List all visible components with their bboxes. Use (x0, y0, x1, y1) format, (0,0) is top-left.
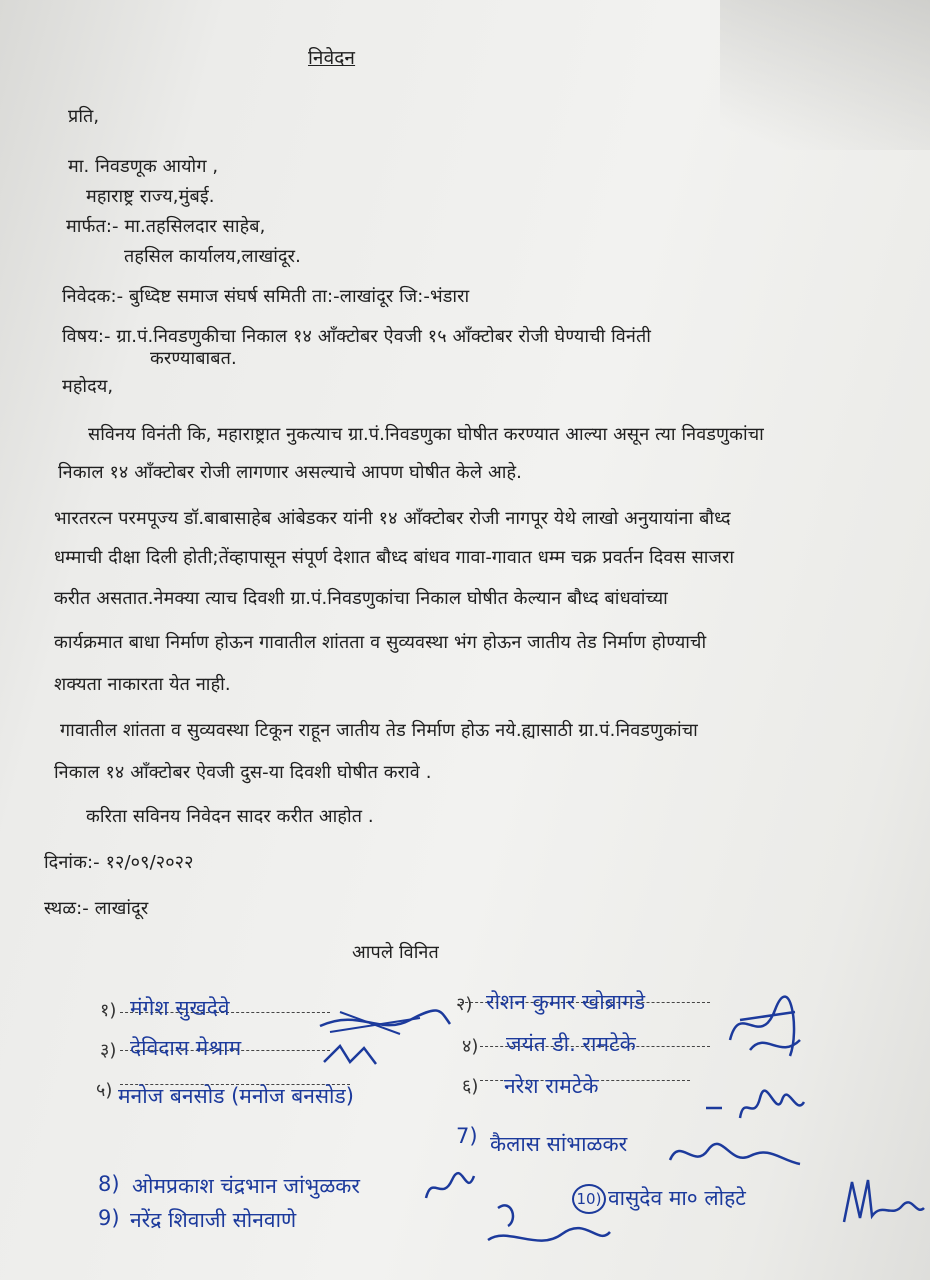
date-line: दिनांक:- १२/०९/२०२२ (44, 852, 194, 873)
signatory-1-name: मंगेश सुखदेवे (130, 996, 230, 1020)
signatory-8-number: 8) (98, 1172, 120, 1196)
subject-line-1: विषय:- ग्रा.पं.निवडणुकीचा निकाल १४ ऑंक्टोबर ऐवजी १५ ऑंक्टोबर रोजी घेण्याची विनंती (62, 326, 651, 347)
recipient-line-1: मा. निवडणूक आयोग , (68, 156, 219, 177)
paragraph-3-line-1: गावातील शांतता व सुव्यवस्था टिकून राहून जातीय तेड निर्माण होऊ नये.ह्यासाठी ग्रा.पं.निवडणुकांचा (60, 720, 698, 741)
signatory-2-name: रोशन कुमार खोब्रागडे (486, 990, 646, 1014)
signature-8 (420, 1168, 480, 1208)
signature-3 (320, 1040, 390, 1070)
paragraph-2-line-5: शक्यता नाकारता येत नाही. (54, 674, 231, 695)
petitioner-line: निवेदक:- बुध्दिष्ट समाज संघर्ष समिती ता:-लाखांदूर जि:-भंडारा (62, 286, 470, 307)
via-line-2: तहसिल कार्यालय,लाखांदूर. (124, 246, 301, 267)
signatory-9-number: 9) (98, 1206, 120, 1230)
signatory-10-number: 10) (572, 1184, 606, 1214)
signatory-3-name: देविदास मेश्राम (130, 1036, 242, 1060)
subject-line-2: करण्याबाबत. (150, 348, 237, 369)
signatory-5-number: ५) (96, 1080, 113, 1101)
paragraph-1-line-2: निकाल १४ ऑंक्टोबर रोजी लागणार असल्याचे आपण घोषीत केले आहे. (58, 462, 522, 483)
signatory-2-number: २) (456, 994, 473, 1015)
signatory-8-name: ओमप्रकाश चंद्रभान जांभुळकर (132, 1174, 360, 1198)
signatory-4-name: जयंत डी. रामटेके (506, 1032, 636, 1056)
signature-1 (300, 1000, 460, 1044)
paragraph-1-line-1: सविनय विनंती कि, महाराष्ट्रात नुकत्याच ग्रा.पं.निवडणुका घोषीत करण्यात आल्या असून त्या निवडणुकांचा (88, 424, 764, 445)
signatory-7-number: 7) (456, 1124, 478, 1148)
paragraph-2-line-3: करीत असतात.नेमक्या त्याच दिवशी ग्रा.पं.निवडणुकांचा निकाल घोषीत केल्यान बौध्द बांधवांच्या (54, 588, 668, 609)
signatory-6-number: ६) (462, 1076, 479, 1097)
signature-7 (660, 1130, 810, 1178)
recipient-intro: प्रति, (68, 106, 100, 127)
recipient-line-2: महाराष्ट्र राज्य,मुंबई. (86, 186, 215, 207)
signature-6 (700, 1088, 810, 1128)
signatory-9-name: नरेंद्र शिवाजी सोनवाणे (130, 1208, 297, 1232)
page-fold-shadow (720, 0, 930, 150)
signatory-1-number: १) (100, 1000, 117, 1021)
paragraph-3-line-2: निकाल १४ ऑंक्टोबर ऐवजी दुस-या दिवशी घोषीत करावे . (54, 762, 432, 783)
paragraph-2-line-4: कार्यक्रमात बाधा निर्माण होऊन गावातील शांतता व सुव्यवस्था भंग होऊन जातीय तेड निर्माण होण्याची (54, 632, 707, 653)
document-title: निवेदन (308, 47, 356, 69)
signatory-4-number: ४) (462, 1036, 479, 1057)
salutation: महोदय, (62, 376, 114, 397)
closing-line: करिता सविनय निवेदन सादर करीत आहोत . (86, 806, 374, 827)
signatory-6-name: नरेश रामटेके (504, 1074, 599, 1098)
sign-off: आपले विनित (352, 942, 439, 963)
signatory-5-name: मनोज बनसोड (मनोज बनसोड) (118, 1084, 354, 1108)
place-line: स्थळ:- लाखांदूर (44, 898, 149, 919)
paragraph-2-line-1: भारतरत्न परमपूज्य डॉ.बाबासाहेब आंबेडकर यांनी १४ ऑंक्टोबर रोजी नागपूर येथे लाखो अनुयायांना बौध्द (54, 508, 731, 529)
paragraph-2-line-2: धम्माची दीक्षा दिली होती;तेंव्हापासून संपूर्ण देशात बौध्द बांधव गावा-गावात धम्म चक्र प्रवर्तन दिवस साजरा (54, 547, 735, 568)
signature-10 (838, 1172, 928, 1232)
signatory-7-name: कैलास सांभाळकर (490, 1132, 628, 1156)
signatory-3-number: ३) (100, 1040, 117, 1061)
signature-2 (720, 990, 810, 1070)
signatory-10-name: वासुदेव मा० लोहटे (608, 1186, 746, 1210)
via-line-1: मार्फत:- मा.तहसिलदार साहेब, (66, 216, 266, 237)
